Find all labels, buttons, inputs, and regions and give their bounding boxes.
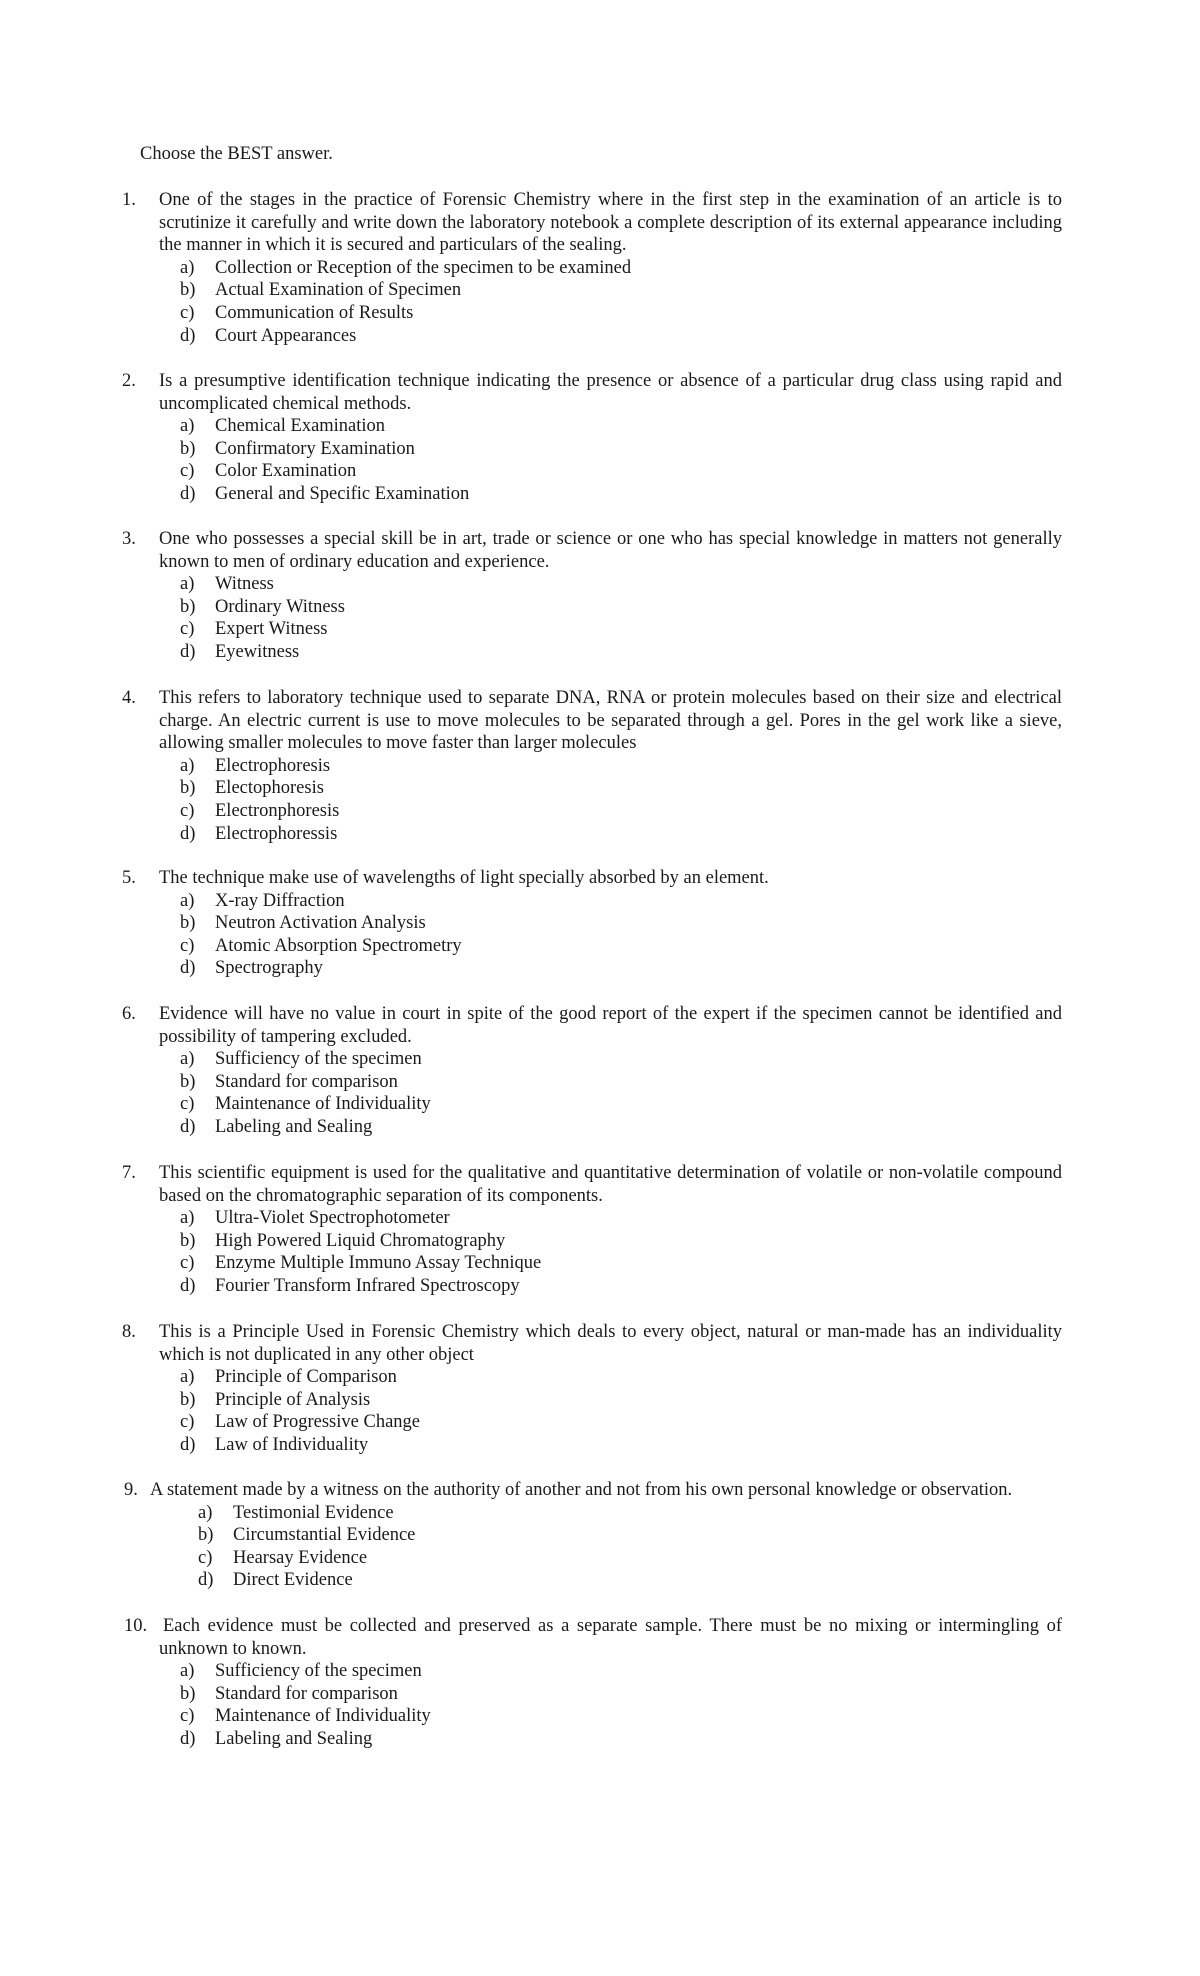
option-a[interactable] bbox=[180, 1366, 1062, 1389]
question-1 bbox=[122, 189, 1062, 347]
question-text: This refers to laboratory technique used to separate DNA, RNA or protein molecules based on their size and electrical charge. An electric current is use to move molecules to be separated through a gel. Pores in the gel work like a sieve, allowing smaller molecules to move faster than larger molecules bbox=[159, 688, 1062, 754]
option-text: General and Specific Examination bbox=[215, 483, 470, 504]
option-b[interactable] bbox=[180, 1071, 1062, 1094]
option-text: Direct Evidence bbox=[233, 1570, 353, 1591]
question-number: 10. bbox=[124, 1616, 148, 1636]
option-letter: c) bbox=[180, 1253, 195, 1274]
option-c[interactable] bbox=[198, 1547, 1062, 1570]
option-letter: a) bbox=[180, 1049, 195, 1070]
option-letter: c) bbox=[180, 1706, 195, 1727]
option-letter: d) bbox=[180, 823, 196, 844]
option-c[interactable] bbox=[180, 618, 1062, 641]
options-list bbox=[180, 1366, 1062, 1456]
option-text: Circumstantial Evidence bbox=[233, 1525, 416, 1546]
question-number: 4. bbox=[122, 688, 136, 708]
question-number: 9. bbox=[124, 1480, 138, 1500]
option-a[interactable] bbox=[180, 1660, 1062, 1683]
option-letter: c) bbox=[180, 935, 195, 956]
option-text: Communication of Results bbox=[215, 302, 414, 323]
option-b[interactable] bbox=[180, 1389, 1062, 1412]
option-text: Maintenance of Individuality bbox=[215, 1094, 431, 1115]
question-stem bbox=[122, 1162, 1062, 1207]
option-text: Actual Examination of Specimen bbox=[215, 280, 462, 301]
option-text: Fourier Transform Infrared Spectroscopy bbox=[215, 1275, 520, 1296]
option-c[interactable] bbox=[180, 1411, 1062, 1434]
question-9 bbox=[122, 1479, 1062, 1592]
option-d[interactable] bbox=[180, 1275, 1062, 1298]
option-letter: b) bbox=[180, 778, 196, 799]
option-letter: d) bbox=[180, 483, 196, 504]
option-text: High Powered Liquid Chromatography bbox=[215, 1230, 506, 1251]
option-text: Electophoresis bbox=[215, 778, 324, 799]
option-b[interactable] bbox=[198, 1524, 1062, 1547]
option-letter: b) bbox=[180, 596, 196, 617]
option-c[interactable] bbox=[180, 800, 1062, 823]
option-text: Labeling and Sealing bbox=[215, 1116, 373, 1137]
option-a[interactable] bbox=[180, 257, 1062, 280]
option-text: Neutron Activation Analysis bbox=[215, 913, 426, 934]
question-number: 3. bbox=[122, 529, 136, 549]
option-b[interactable] bbox=[180, 279, 1062, 302]
question-stem bbox=[122, 687, 1062, 755]
question-stem bbox=[122, 189, 1062, 257]
option-b[interactable] bbox=[180, 596, 1062, 619]
option-letter: d) bbox=[180, 641, 196, 662]
option-d[interactable] bbox=[180, 641, 1062, 664]
option-letter: a) bbox=[180, 1661, 195, 1682]
option-text: Sufficiency of the specimen bbox=[215, 1661, 422, 1682]
options-list bbox=[180, 415, 1062, 505]
option-d[interactable] bbox=[180, 325, 1062, 348]
option-text: Eyewitness bbox=[215, 641, 300, 662]
option-text: X-ray Diffraction bbox=[215, 890, 345, 911]
option-letter: d) bbox=[180, 1728, 196, 1749]
options-list bbox=[180, 890, 1062, 980]
option-d[interactable] bbox=[180, 483, 1062, 506]
option-text: Electronphoresis bbox=[215, 800, 340, 821]
question-text: One of the stages in the practice of Forensic Chemistry where in the first step in the examination of an article is to scrutinize it carefully and write down the laboratory notebook a complete description of its external appearance including the manner in which it is secured and particulars of the sealing. bbox=[159, 190, 1062, 256]
option-text: Court Appearances bbox=[215, 325, 357, 346]
option-c[interactable] bbox=[180, 460, 1062, 483]
option-letter: b) bbox=[180, 1389, 196, 1410]
option-text: Law of Individuality bbox=[215, 1434, 369, 1455]
question-number: 8. bbox=[122, 1322, 136, 1342]
option-letter: c) bbox=[180, 619, 195, 640]
option-letter: a) bbox=[180, 574, 195, 595]
option-c[interactable] bbox=[180, 302, 1062, 325]
option-a[interactable] bbox=[180, 755, 1062, 778]
option-letter: d) bbox=[180, 1434, 196, 1455]
option-letter: c) bbox=[198, 1547, 213, 1568]
options-list bbox=[180, 1660, 1062, 1750]
option-letter: b) bbox=[180, 1071, 196, 1092]
question-stem bbox=[122, 528, 1062, 573]
option-letter: b) bbox=[180, 1683, 196, 1704]
option-letter: c) bbox=[180, 302, 195, 323]
option-a[interactable] bbox=[180, 1207, 1062, 1230]
option-text: Labeling and Sealing bbox=[215, 1728, 373, 1749]
option-letter: d) bbox=[180, 1275, 196, 1296]
option-letter: a) bbox=[180, 416, 195, 437]
option-text: Hearsay Evidence bbox=[233, 1547, 368, 1568]
question-7 bbox=[122, 1162, 1062, 1298]
options-list bbox=[180, 755, 1062, 845]
option-letter: a) bbox=[198, 1502, 213, 1523]
options-list bbox=[198, 1502, 1062, 1592]
option-d[interactable] bbox=[180, 1728, 1062, 1751]
question-text: A statement made by a witness on the authority of another and not from his own personal knowledge or observation. bbox=[150, 1480, 1013, 1500]
question-stem bbox=[122, 867, 1062, 890]
option-text: Law of Progressive Change bbox=[215, 1412, 420, 1433]
question-5 bbox=[122, 867, 1062, 980]
question-text: This is a Principle Used in Forensic Chemistry which deals to every object, natural or man-made has an individuality which is not duplicated in any other object bbox=[159, 1322, 1062, 1365]
option-text: Electrophoresis bbox=[215, 755, 331, 776]
option-text: Color Examination bbox=[215, 461, 357, 482]
option-text: Spectrography bbox=[215, 958, 323, 979]
option-text: Confirmatory Examination bbox=[215, 438, 415, 459]
option-text: Testimonial Evidence bbox=[233, 1502, 394, 1523]
option-letter: b) bbox=[180, 438, 196, 459]
option-letter: c) bbox=[180, 800, 195, 821]
question-text: Each evidence must be collected and preserved as a separate sample. There must be no mixing or intermingling of unknown to known. bbox=[159, 1616, 1062, 1659]
option-d[interactable] bbox=[180, 1434, 1062, 1457]
option-c[interactable] bbox=[180, 1093, 1062, 1116]
question-stem bbox=[122, 1321, 1062, 1366]
option-text: Ultra-Violet Spectrophotometer bbox=[215, 1208, 450, 1229]
option-text: Witness bbox=[215, 574, 274, 595]
question-stem bbox=[122, 1479, 1062, 1502]
option-a[interactable] bbox=[180, 890, 1062, 913]
option-text: Principle of Comparison bbox=[215, 1367, 397, 1388]
option-a[interactable] bbox=[180, 573, 1062, 596]
option-a[interactable] bbox=[198, 1502, 1062, 1525]
option-a[interactable] bbox=[180, 1048, 1062, 1071]
option-text: Principle of Analysis bbox=[215, 1389, 371, 1410]
option-letter: b) bbox=[180, 280, 196, 301]
options-list bbox=[180, 257, 1062, 347]
question-text: One who possesses a special skill be in art, trade or science or one who has special knowledge in matters not generally known to men of ordinary education and experience. bbox=[159, 529, 1062, 572]
option-text: Electrophoressis bbox=[215, 823, 338, 844]
option-letter: c) bbox=[180, 1412, 195, 1433]
option-b[interactable] bbox=[180, 438, 1062, 461]
option-letter: a) bbox=[180, 1208, 195, 1229]
options-list bbox=[180, 1207, 1062, 1297]
option-c[interactable] bbox=[180, 1705, 1062, 1728]
question-text: This scientific equipment is used for the qualitative and quantitative determination of volatile or non-volatile compound based on the chromatographic separation of its components. bbox=[159, 1163, 1062, 1206]
question-2 bbox=[122, 370, 1062, 506]
option-letter: d) bbox=[180, 325, 196, 346]
option-text: Maintenance of Individuality bbox=[215, 1706, 431, 1727]
option-letter: b) bbox=[198, 1525, 214, 1546]
option-text: Sufficiency of the specimen bbox=[215, 1049, 422, 1070]
instructions: Choose the BEST answer. bbox=[140, 144, 333, 164]
question-10 bbox=[122, 1615, 1062, 1751]
question-number: 7. bbox=[122, 1163, 136, 1183]
option-b[interactable] bbox=[180, 1683, 1062, 1706]
options-list bbox=[180, 573, 1062, 663]
option-letter: a) bbox=[180, 257, 195, 278]
question-stem bbox=[122, 1615, 1062, 1660]
option-d[interactable] bbox=[180, 957, 1062, 980]
question-4 bbox=[122, 687, 1062, 845]
option-text: Standard for comparison bbox=[215, 1683, 398, 1704]
question-number: 5. bbox=[122, 868, 136, 888]
option-b[interactable] bbox=[180, 1230, 1062, 1253]
question-stem bbox=[122, 370, 1062, 415]
option-d[interactable] bbox=[198, 1569, 1062, 1592]
option-letter: a) bbox=[180, 755, 195, 776]
option-text: Standard for comparison bbox=[215, 1071, 398, 1092]
question-text: The technique make use of wavelengths of light specially absorbed by an element. bbox=[159, 868, 769, 888]
option-c[interactable] bbox=[180, 1252, 1062, 1275]
option-b[interactable] bbox=[180, 777, 1062, 800]
question-number: 6. bbox=[122, 1004, 136, 1024]
option-letter: b) bbox=[180, 1230, 196, 1251]
option-b[interactable] bbox=[180, 912, 1062, 935]
option-letter: d) bbox=[180, 1116, 196, 1137]
question-8 bbox=[122, 1321, 1062, 1457]
option-letter: d) bbox=[180, 958, 196, 979]
option-letter: d) bbox=[198, 1570, 214, 1591]
option-text: Atomic Absorption Spectrometry bbox=[215, 935, 462, 956]
option-text: Ordinary Witness bbox=[215, 596, 345, 617]
option-d[interactable] bbox=[180, 823, 1062, 846]
option-text: Enzyme Multiple Immuno Assay Technique bbox=[215, 1253, 542, 1274]
question-text: Is a presumptive identification technique indicating the presence or absence of a particular drug class using rapid and uncomplicated chemical methods. bbox=[159, 371, 1062, 414]
option-letter: a) bbox=[180, 890, 195, 911]
option-a[interactable] bbox=[180, 415, 1062, 438]
options-list bbox=[180, 1048, 1062, 1138]
question-stem bbox=[122, 1003, 1062, 1048]
option-text: Chemical Examination bbox=[215, 416, 386, 437]
option-c[interactable] bbox=[180, 935, 1062, 958]
option-letter: a) bbox=[180, 1367, 195, 1388]
option-letter: b) bbox=[180, 913, 196, 934]
question-number: 1. bbox=[122, 190, 136, 210]
question-3 bbox=[122, 528, 1062, 664]
question-text: Evidence will have no value in court in spite of the good report of the expert if the specimen cannot be identified and possibility of tampering excluded. bbox=[159, 1004, 1062, 1047]
option-text: Collection or Reception of the specimen to be examined bbox=[215, 257, 632, 278]
option-letter: c) bbox=[180, 461, 195, 482]
option-d[interactable] bbox=[180, 1116, 1062, 1139]
question-6 bbox=[122, 1003, 1062, 1139]
question-number: 2. bbox=[122, 371, 136, 391]
option-text: Expert Witness bbox=[215, 619, 328, 640]
option-letter: c) bbox=[180, 1094, 195, 1115]
